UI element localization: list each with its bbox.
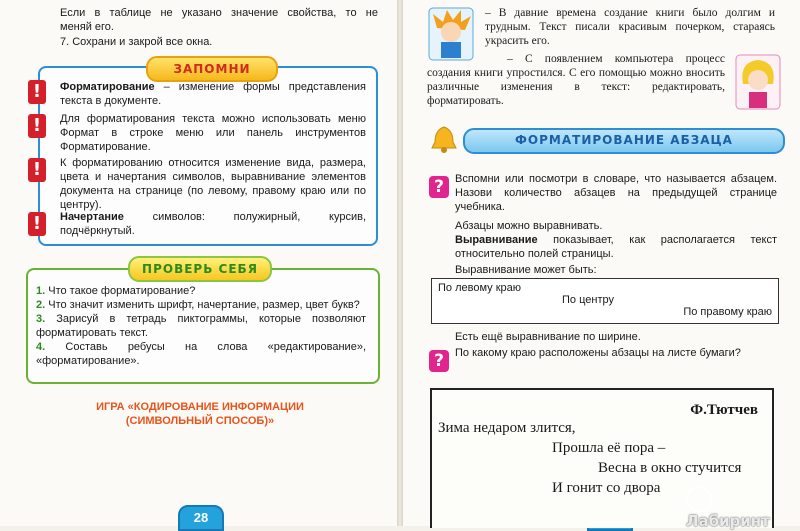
poem-author: Ф.Тютчев bbox=[690, 402, 758, 418]
align-left-example: По левому краю bbox=[438, 282, 521, 294]
check-list bbox=[36, 284, 366, 368]
item-text: Составь ребусы на слова «редактирование», «форматирование». bbox=[36, 341, 366, 367]
poem-line: Зима недаром злится, bbox=[438, 420, 576, 436]
check-item bbox=[36, 284, 366, 298]
definition: – изменение формы представления текста в документе. bbox=[60, 81, 366, 107]
term: Форматирование bbox=[60, 81, 155, 93]
definition: показывает, как располагается текст относительно полей страницы. bbox=[455, 234, 777, 260]
exclamation-icon: ! bbox=[28, 158, 46, 182]
step-7: 7. Сохрани и закрой все окна. bbox=[60, 36, 213, 48]
poem-line: И гонит со двора bbox=[552, 480, 661, 496]
align-right-example: По правому краю bbox=[683, 306, 772, 318]
remember-item bbox=[60, 80, 366, 108]
item-number: 2. bbox=[36, 299, 46, 311]
align-center-example: По центру bbox=[562, 294, 614, 306]
left-page bbox=[0, 0, 397, 526]
poem-line: Весна в окно стучится bbox=[598, 460, 742, 476]
paragraph-definition bbox=[455, 233, 777, 261]
bell-icon bbox=[429, 124, 459, 154]
game-heading-line: (СИМВОЛЬНЫЙ СПОСОБ)» bbox=[125, 415, 275, 427]
game-heading-line: ИГРА «КОДИРОВАНИЕ ИНФОРМАЦИИ bbox=[96, 401, 304, 413]
term: Выравнивание bbox=[455, 234, 538, 246]
check-item bbox=[36, 312, 366, 340]
remember-item: К форматированию относится изменение вида, размера, цвета и начертания символов, выравнивание элементов документа на странице (по левому, правому краю или по центру). bbox=[60, 157, 366, 211]
justify-note: Есть ещё выравнивание по ширине. bbox=[455, 331, 641, 343]
item-number: 3. bbox=[36, 313, 46, 325]
item-text: Зарисуй в тетрадь пиктограммы, которые позволяют форматировать текст. bbox=[36, 313, 366, 339]
remember-item: Для форматирования текста можно использовать меню Формат в строке меню или панель инструментов Форматирование. bbox=[60, 113, 366, 153]
page-number: 28 bbox=[178, 505, 224, 531]
item-text: Что такое форматирование? bbox=[48, 285, 196, 297]
check-item bbox=[36, 340, 366, 368]
definition: символов: полужирный, курсив, подчёркнутый. bbox=[60, 211, 366, 237]
exclamation-icon: ! bbox=[28, 212, 46, 236]
item-number: 4. bbox=[36, 341, 46, 353]
paragraph-types: Выравнивание может быть: bbox=[455, 264, 597, 276]
check-title: ПРОВЕРЬ СЕБЯ bbox=[128, 256, 272, 282]
intro-text bbox=[60, 6, 378, 49]
term: Начертание bbox=[60, 211, 124, 223]
girl-character-icon bbox=[735, 54, 781, 110]
remember-item bbox=[60, 210, 366, 238]
dialog-girl: – С появлением компьютера процесс создания книги упростился. С его помощью можно вносить различные изменения в текст: редактировать, форматировать. bbox=[427, 53, 725, 107]
poem-line: Прошла её пора – bbox=[552, 440, 666, 456]
check-item bbox=[36, 298, 366, 312]
intro-line: Если в таблице не указано значение свойства, то не bbox=[60, 7, 378, 19]
game-heading bbox=[40, 400, 360, 428]
question-2: По какому краю расположены абзацы на листе бумаги? bbox=[455, 347, 741, 359]
section-title: ФОРМАТИРОВАНИЕ АБЗАЦА bbox=[515, 133, 733, 147]
dialog-boy: – В давние времена создание книги было долгим и трудным. Текст писали красивым почерком, стараясь украсить его. bbox=[485, 7, 775, 47]
question-icon: ? bbox=[429, 176, 449, 198]
item-text: Что значит изменить шрифт, начертание, размер, цвет букв? bbox=[48, 299, 360, 311]
watermark-logo bbox=[686, 486, 796, 530]
question-icon: ? bbox=[429, 350, 449, 372]
item-number: 1. bbox=[36, 285, 46, 297]
question-1: Вспомни или посмотри в словаре, что называется абзацем. Назови количество абзацев на предыдущей странице учебника. bbox=[455, 173, 777, 213]
intro-line: меняй его. bbox=[60, 21, 114, 33]
alignment-example-box bbox=[431, 278, 779, 324]
paragraph-aligning: Абзацы можно выравнивать. bbox=[455, 220, 603, 232]
exclamation-icon: ! bbox=[28, 114, 46, 138]
exclamation-icon: ! bbox=[28, 80, 46, 104]
remember-title: ЗАПОМНИ bbox=[146, 56, 278, 82]
watermark-text: Лабиринт bbox=[686, 512, 770, 530]
